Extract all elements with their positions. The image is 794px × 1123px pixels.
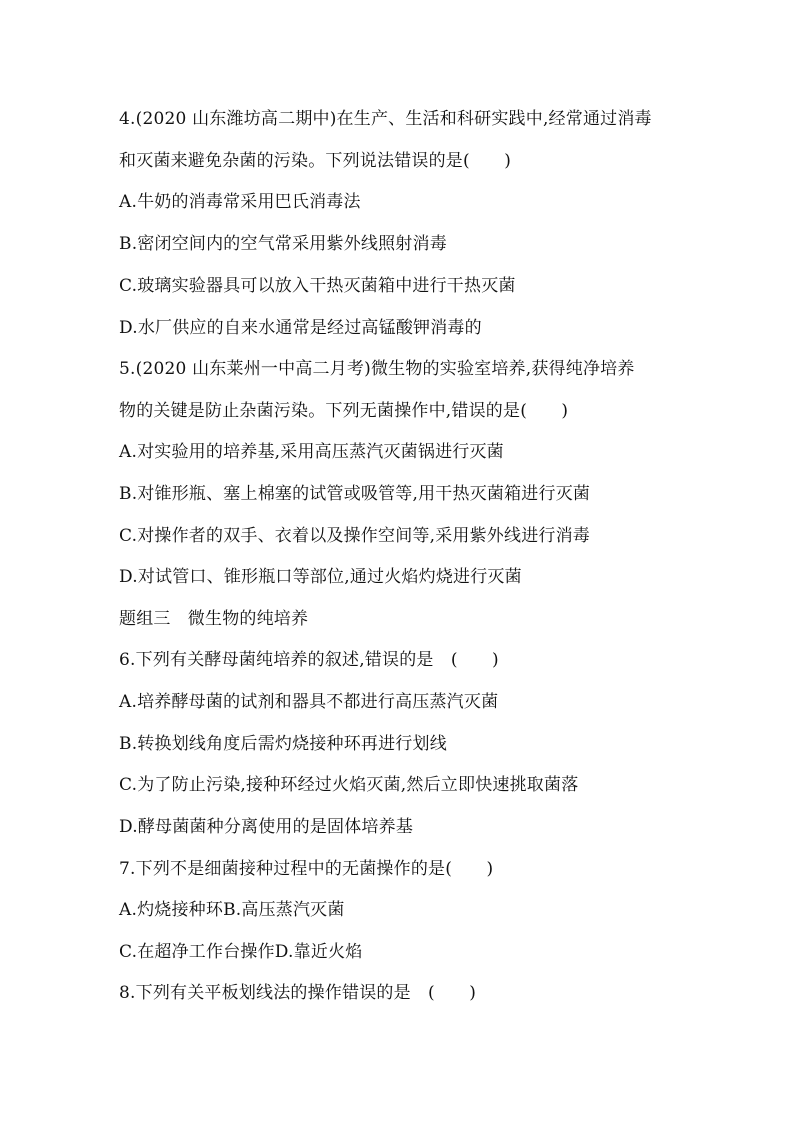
question-6-stem: 6.下列有关酵母菌纯培养的叙述,错误的是 ( )	[119, 650, 499, 670]
question-4-option-b: B.密闭空间内的空气常采用紫外线照射消毒	[119, 234, 447, 254]
question-4-stem-line-1: 4.(2020 山东潍坊高二期中)在生产、生活和科研实践中,经常通过消毒	[119, 109, 652, 129]
question-4-option-d: D.水厂供应的自来水通常是经过高锰酸钾消毒的	[119, 318, 482, 338]
question-6-option-d: D.酵母菌菌种分离使用的是固体培养基	[119, 817, 414, 837]
question-5-option-c: C.对操作者的双手、衣着以及操作空间等,采用紫外线进行消毒	[119, 526, 591, 546]
question-5-option-a: A.对实验用的培养基,采用高压蒸汽灭菌锅进行灭菌	[119, 442, 504, 462]
question-7-options-ab: A.灼烧接种环B.高压蒸汽灭菌	[119, 900, 345, 920]
question-8-stem: 8.下列有关平板划线法的操作错误的是 ( )	[119, 983, 477, 1003]
question-4-stem-line-2: 和灭菌来避免杂菌的污染。下列说法错误的是( )	[119, 151, 512, 171]
question-5-option-d: D.对试管口、锥形瓶口等部位,通过火焰灼烧进行灭菌	[119, 567, 522, 587]
question-7-stem: 7.下列不是细菌接种过程中的无菌操作的是( )	[119, 859, 494, 879]
question-6-option-b: B.转换划线角度后需灼烧接种环再进行划线	[119, 734, 447, 754]
question-7-options-cd: C.在超净工作台操作D.靠近火焰	[119, 942, 363, 962]
section-heading: 题组三 微生物的纯培养	[119, 609, 309, 629]
question-5-stem-line-2: 物的关键是防止杂菌污染。下列无菌操作中,错误的是( )	[119, 401, 569, 421]
question-4-option-a: A.牛奶的消毒常采用巴氏消毒法	[119, 192, 361, 212]
question-6-option-a: A.培养酵母菌的试剂和器具不都进行高压蒸汽灭菌	[119, 692, 499, 712]
question-4-option-c: C.玻璃实验器具可以放入干热灭菌箱中进行干热灭菌	[119, 276, 516, 296]
question-5-stem-line-1: 5.(2020 山东莱州一中高二月考)微生物的实验室培养,获得纯净培养	[119, 359, 635, 379]
question-5-option-b: B.对锥形瓶、塞上棉塞的试管或吸管等,用干热灭菌箱进行灭菌	[119, 484, 591, 504]
question-6-option-c: C.为了防止污染,接种环经过火焰灭菌,然后立即快速挑取菌落	[119, 775, 579, 795]
